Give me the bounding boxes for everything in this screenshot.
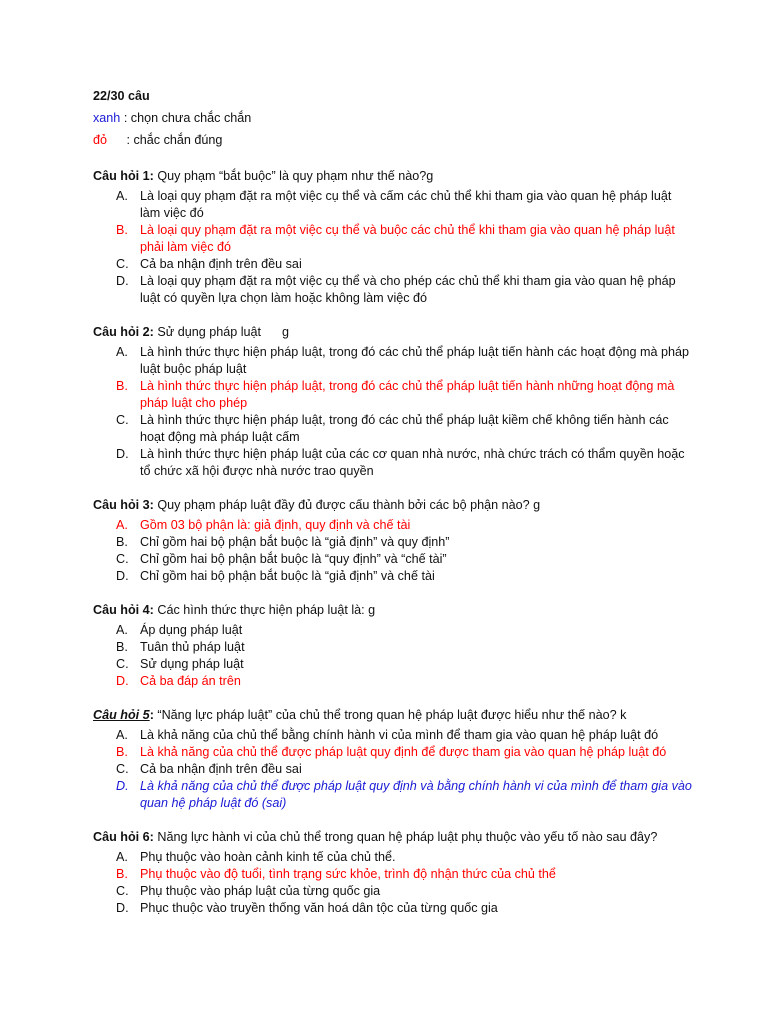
option-text: Cả ba nhận định trên đều sai: [140, 257, 302, 271]
option-list: [93, 344, 693, 480]
option-text: Là hình thức thực hiện pháp luật của các cơ quan nhà nước, nhà chức trách có thẩm quyền hoặc tổ chức xã hội được nhà nước trao quyền: [140, 447, 685, 478]
option-list: [93, 849, 693, 917]
option-text: Phụ thuộc vào hoàn cảnh kinh tế của chủ thể.: [140, 850, 396, 864]
option-letter: D.: [116, 274, 129, 288]
question-label: Câu hỏi 5: [93, 708, 150, 722]
option-text: Sử dụng pháp luật: [140, 657, 244, 671]
option-list: [93, 517, 693, 585]
option-letter: A.: [116, 345, 128, 359]
question-6: [93, 827, 693, 917]
option-b: [93, 222, 693, 256]
option-letter: B.: [116, 379, 128, 393]
question-5: [93, 705, 693, 812]
option-c: [93, 256, 693, 273]
option-letter: C.: [116, 257, 129, 271]
question-title: [93, 166, 693, 186]
option-list: [93, 188, 693, 307]
option-letter: D.: [116, 447, 129, 461]
question-label-suffix: :: [149, 708, 154, 722]
option-letter: B.: [116, 745, 128, 759]
option-letter: A.: [116, 850, 128, 864]
score-text: 22/30 câu: [93, 89, 150, 103]
option-list: [93, 727, 693, 812]
question-text: “Năng lực pháp luật” của chủ thể trong quan hệ pháp luật được hiểu như thế nào? k: [153, 708, 627, 722]
option-a: [93, 517, 693, 534]
option-a: [93, 849, 693, 866]
question-2: [93, 322, 693, 480]
option-d: [93, 568, 693, 585]
legend-blue-text: : chọn chưa chắc chắn: [123, 111, 252, 125]
option-text: Là khả năng của chủ thể được pháp luật quy định và bằng chính hành vi của mình để tham gia vào quan hệ pháp luật đó (sai): [140, 779, 692, 810]
option-letter: B.: [116, 867, 128, 881]
option-letter: D.: [116, 569, 129, 583]
question-1: [93, 166, 693, 307]
question-text: Quy phạm “bắt buộc” là quy phạm như thế nào?g: [153, 169, 434, 183]
option-c: [93, 412, 693, 446]
question-label: Câu hỏi 1:: [93, 169, 154, 183]
option-text: Phụ thuộc vào độ tuổi, tình trạng sức khỏe, trình độ nhận thức của chủ thể: [140, 867, 556, 881]
option-letter: C.: [116, 552, 129, 566]
option-letter: B.: [116, 640, 128, 654]
option-text: Là loại quy phạm đặt ra một việc cụ thể và cấm các chủ thể khi tham gia vào quan hệ pháp luật làm việc đó: [140, 189, 672, 220]
option-letter: B.: [116, 223, 128, 237]
option-text: Gồm 03 bộ phận là: giả định, quy định và chế tài: [140, 518, 411, 532]
question-title: [93, 705, 693, 725]
question-label: Câu hỏi 4:: [93, 603, 154, 617]
option-a: [93, 344, 693, 378]
option-letter: A.: [116, 623, 128, 637]
option-text: Cả ba đáp án trên: [140, 674, 241, 688]
option-letter: C.: [116, 884, 129, 898]
option-letter: C.: [116, 762, 129, 776]
document-page: [93, 86, 693, 917]
question-title: [93, 827, 693, 847]
option-d: [93, 900, 693, 917]
option-text: Cả ba nhận định trên đều sai: [140, 762, 302, 776]
option-text: Là hình thức thực hiện pháp luật, trong đó các chủ thể pháp luật tiến hành những hoạt động mà pháp luật cho phép: [140, 379, 675, 410]
question-title: [93, 600, 693, 620]
option-b: [93, 866, 693, 883]
question-text: Các hình thức thực hiện pháp luật là: g: [153, 603, 376, 617]
option-text: Chỉ gồm hai bộ phận bắt buộc là “quy định” và “chế tài”: [140, 552, 447, 566]
option-d: [93, 446, 693, 480]
option-text: Chỉ gồm hai bộ phận bắt buộc là “giả định” và quy định”: [140, 535, 450, 549]
option-b: [93, 534, 693, 551]
legend-red: [93, 129, 693, 151]
question-text: Sử dụng pháp luật g: [153, 325, 290, 339]
option-text: Áp dụng pháp luật: [140, 623, 243, 637]
option-b: [93, 639, 693, 656]
question-label: Câu hỏi 6:: [93, 830, 154, 844]
option-c: [93, 761, 693, 778]
option-letter: C.: [116, 413, 129, 427]
option-text: Là khả năng của chủ thể được pháp luật quy định để được tham gia vào quan hệ pháp luật đó: [140, 745, 667, 759]
option-letter: C.: [116, 657, 129, 671]
score-line: [93, 86, 693, 107]
option-d: [93, 778, 693, 812]
question-label: Câu hỏi 3:: [93, 498, 154, 512]
question-title: [93, 322, 693, 342]
question-3: [93, 495, 693, 585]
option-d: [93, 673, 693, 690]
legend-blue: [93, 107, 693, 129]
option-text: Là hình thức thực hiện pháp luật, trong đó các chủ thể pháp luật kiềm chế không tiến hành các hoạt động mà pháp luật cấm: [140, 413, 669, 444]
option-c: [93, 656, 693, 673]
legend-blue-key: xanh: [93, 111, 121, 125]
option-text: Chỉ gồm hai bộ phận bắt buộc là “giả định” và chế tài: [140, 569, 435, 583]
option-list: [93, 622, 693, 690]
option-letter: D.: [116, 901, 129, 915]
option-text: Là khả năng của chủ thể bằng chính hành vi của mình để tham gia vào quan hệ pháp luật đó: [140, 728, 659, 742]
option-text: Phụ thuộc vào pháp luật của từng quốc gia: [140, 884, 381, 898]
option-letter: A.: [116, 189, 128, 203]
question-text: Năng lực hành vi của chủ thể trong quan hệ pháp luật phụ thuộc vào yếu tố nào sau đây?: [153, 830, 658, 844]
option-letter: D.: [116, 674, 129, 688]
option-text: Là hình thức thực hiện pháp luật, trong đó các chủ thể pháp luật tiến hành các hoạt động mà pháp luật buộc pháp luật: [140, 345, 689, 376]
question-title: [93, 495, 693, 515]
option-a: [93, 727, 693, 744]
legend-red-text: : chắc chắn đúng: [126, 133, 223, 147]
question-list: [93, 166, 693, 917]
option-letter: B.: [116, 535, 128, 549]
option-a: [93, 188, 693, 222]
option-c: [93, 883, 693, 900]
option-b: [93, 378, 693, 412]
legend-red-key: đỏ: [93, 133, 108, 147]
option-b: [93, 744, 693, 761]
option-text: Tuân thủ pháp luật: [140, 640, 245, 654]
option-text: Là loại quy phạm đặt ra một việc cụ thể và buộc các chủ thể khi tham gia vào quan hệ pháp luật phải làm việc đó: [140, 223, 675, 254]
option-text: Phục thuộc vào truyền thống văn hoá dân tộc của từng quốc gia: [140, 901, 498, 915]
option-c: [93, 551, 693, 568]
option-d: [93, 273, 693, 307]
question-4: [93, 600, 693, 690]
question-label: Câu hỏi 2:: [93, 325, 154, 339]
option-a: [93, 622, 693, 639]
option-letter: A.: [116, 728, 128, 742]
option-letter: D.: [116, 779, 129, 793]
option-text: Là loại quy phạm đặt ra một việc cụ thể và cho phép các chủ thể khi tham gia vào quan hệ pháp luật có quyền lựa chọn làm hoặc không làm việc đó: [140, 274, 676, 305]
option-letter: A.: [116, 518, 128, 532]
question-text: Quy phạm pháp luật đầy đủ được cấu thành bởi các bộ phận nào? g: [153, 498, 541, 512]
